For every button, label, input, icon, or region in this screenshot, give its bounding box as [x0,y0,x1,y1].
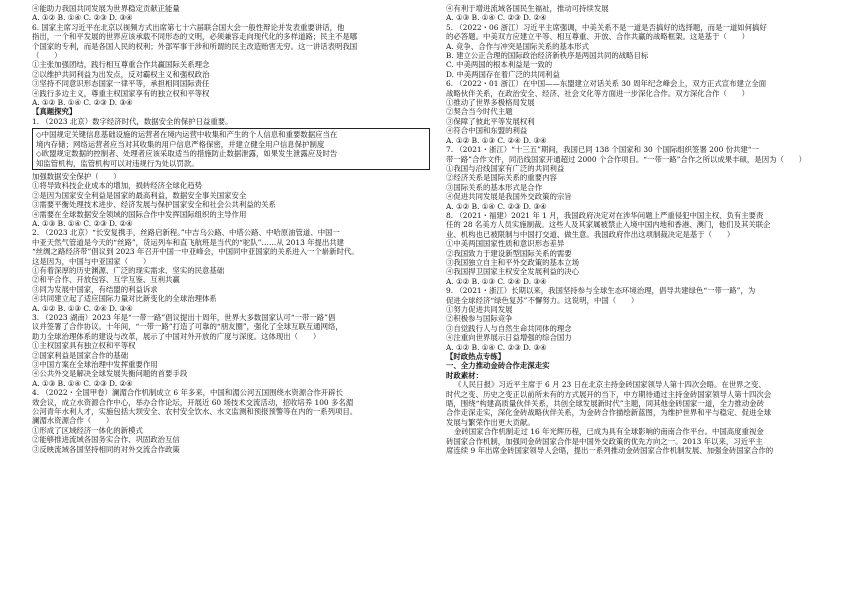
text-line: ②经济关系是国际关系的重要内容 [446,173,557,183]
text-line: ④注重向世界展示日益增强的综合国力 [446,333,572,343]
text-line: ③坚持不同意识形态国家一律平等，承担相同国际责任 [32,79,210,89]
text-line: ①主权国家具有独立权和平等权 [32,341,136,351]
text-line: 7. （2021・浙江）“十三五”期间，我国已同 138 个国家和 30 个国际组织签署 200 份共建“一 [446,145,759,155]
q1-material-box [32,128,430,170]
text-line: ②和平合作、开放包容、互学互鉴、互利共赢 [32,275,180,285]
text-line: “丝绸之路经济带”倡议到 2023 年召开中国一中亚峰会，中国同中亚国家的关系进入一个崭新时代。 [32,247,359,257]
text-line: （ ） [32,51,62,61]
text-line: ④我国捍卫国家主权安全发展利益的决心 [446,267,580,277]
left-body-block [32,172,430,454]
text-line: A. ①③ B. ①④ C. ②③ D. ②④ [446,13,547,23]
text-line: ③反映流域各国坚持相同的对外交流合作政策 [32,444,180,454]
text-line: D. 中美两国存在着广泛的共同利益 [446,69,560,79]
text-line: ④能助力我国共同发展为世界稳定贡献正能量 [32,4,180,13]
text-line: A. ①② B. ①④ C. ②③ D. ③④ [446,342,547,352]
text-line: 效会议，成立水资源合作中心，举办合作论坛，开展近 60 场技术交流活动，招收培养 100 多名湄 [32,397,354,407]
section-title-hot-topics: 【时政热点专练】 [446,352,506,362]
text-line: A. ①③ B. ①④ C. ②③ D. ②④ [32,378,133,388]
text-line: A. ①② B. ①③ C. ②④ D. ③④ [446,276,547,286]
text-line: ②国家利益是国家合作的基础 [32,350,129,360]
left-pre-block [32,4,430,107]
paragraph-line: 晤，围绕“构建高质量伙伴关系，共创全球发展新时代”主题，同其他金砖国家一道，全力推动金砖 [446,399,764,409]
text-line: 中亚天然气管道是今天的“丝路”，货运列车和直飞航班是当代的“驼队”……从 2013 年提出共建 [32,237,345,247]
text-line: 个国家的专利，而是各国人民的权利；外部军事干涉和所谓的民主改造贻害无穷。这一讲话表明我国 [32,41,358,51]
text-line: C. 中美两国的根本利益是一致的 [446,60,553,70]
text-line: ②我国致力于建设新型国际关系的需要 [446,248,572,258]
text-line: ①推动了世界多极格局发展 [446,98,535,108]
text-line: ③自觉践行人与自然生命共同体的理念 [446,323,572,333]
text-line: ①有着深厚的历史渊源、广泛的现实需求、坚实的民意基础 [32,265,225,275]
text-line: ③需要平衡处理技术进步、经济发展与保护国家安全和社会公共利益的关系 [32,200,276,210]
paragraph-line: 金砖国家合作机制走过 16 年光辉历程，已成为具有全球影响的南南合作平台。中国高度重视金 [454,427,764,437]
paragraph-line: 砖国家合作机制，加强同金砖国家合作是中国外交政策的优先方向之一。2013 年以来，习近平主 [446,436,763,446]
text-line: A. ①② B. ①④ C. ②③ D. ③④ [32,13,133,23]
text-line: 澜湄水资源合作（ ） [32,416,114,426]
text-line: 6. （2022・01 浙江）在中国——东盟建立对话关系 30 周年纪念峰会上，双方正式宣布建立全面 [446,79,767,89]
text-line: A. ①② B. ①③ C. ②④ D. ③④ [446,135,547,145]
text-line: 加强数据安全保护（ ） [32,171,121,181]
text-line: ②积极参与国际竞争 [446,314,513,324]
text-line: ④需要在全球数据安全领域的国际合作中发挥国际组织的主导作用 [32,209,247,219]
text-line: ④共同建立起了适应国际力量对比新变化的全球治理体系 [32,294,217,304]
text-line: A. ①② B. ①④ C. ②③ D. ③④ [446,201,547,211]
text-line: ①将导致科技企业成本的增加，损转经济全球化趋势 [32,181,202,191]
text-line: 指出，一个和平发展的世界应该承载不同形态的文明，必须兼容走向现代化的多样道路；民主不是哪 [32,32,358,42]
text-line: 带一路”合作文件，同沿线国家开通超过 2000 个合作项目。“一带一路”合作之所以成果丰硕，是因为（ ） [446,154,807,164]
text-line: ③中国方案在全球治理中发挥重要作用 [32,360,158,370]
text-line: ①主张加强团结，践行相互尊重合作共赢国际关系理念 [32,60,210,70]
text-line: ③保障了彼此平等发展权利 [446,116,535,126]
text-line: 2. （2023 北京）“长安复携手，丝路启新程。”中吉乌公路、中塔公路、中哈原油管道、中国一 [32,228,340,238]
text-line: ④公共外交是解决全球发展失衡问题的首要手段 [32,369,188,379]
text-line: ②以维护共同利益为出发点，反对霸权主义和强权政治 [32,69,210,79]
text-line: B. 建立公正合理的国际政治经济新秩序是两国共同的战略目标 [446,51,649,61]
text-line: A. ①② B. ①④ C. ②③ D. ③④ [32,98,133,108]
box-text-line: ◇中国规定关键信息基础设施的运营者在境内运营中收集和产生的个人信息和重要数据应当在 [36,130,338,140]
text-line: ④促进共同发展是我国外交政策的宗旨 [446,192,572,202]
text-line: ②是因为国家安全利益是国家的最高利益，数据安全事关国家安全 [32,190,247,200]
text-line: 9. （2021・浙江）长期以来，我国坚持参与全球生态环境治理，倡导共建绿色“一带一路”，为 [446,286,756,296]
text-line: ①我国与沿线国家有广泛的共同利益 [446,163,565,173]
box-text-line: 知监管机构，监管机构可以对违规行为处以罚款。 [36,158,199,168]
text-line: ①形成了区域经济一体化的新模式 [32,425,143,435]
text-line: ④符合中国和东盟的利益 [446,126,528,136]
paragraph-line: 席连续 9 年出席金砖国家领导人会晤，提出一系列推动金砖国家合作机制发展、加强金砖国家合作的 [446,446,774,456]
text-line: 公河青年水利人才，实施包括大坝安全、农村安全饮水、水文监测和预报预警等在内的一系列项目。 [32,407,358,417]
text-line: 任的 28 名美方人员实施制裁。这些人及其家属被禁止入境中国内地和香港、澳门，他们及其关联企 [446,220,771,230]
text-line: 6. 国家主席习近平在北京以视频方式出席第七十六届联合国大会一般性辩论并发表重要讲话，他 [32,22,345,32]
text-line: 这是因为，中国与中亚国家（ ） [32,256,151,266]
paragraph-line: 发展与繁荣作出更大贡献。 [446,417,535,427]
text-line: A. ①③ B. ①④ C. ②③ D. ②④ [32,218,133,228]
text-line: ①中美两国国家性质和意识形态差异 [446,239,565,249]
text-line: 8. （2021・福建）2021 年 1 月，我国政府决定对在涉华问题上严重侵犯中国主权、负有主要责 [446,210,764,220]
paragraph-line: 时代之变、历史之变正以前所未有的方式展开的当下，中方期待通过主持金砖国家领导人第十四次会 [446,389,772,399]
text-line: ②契合当今时代主题 [446,107,513,117]
text-line: ④有利于增进流域各国民生福祉，推动可持续发展 [446,4,609,13]
text-line: A. 竞争、合作与冲突是国际关系的基本形式 [446,41,590,51]
box-text-line: ◇欧盟规定数据的控制者、处理者应该采取适当的措施防止数据泄露，如果发生泄露应及时告 [36,149,338,159]
question-1-intro: 1. （2023 北京）数字经济时代，数据安全的保护日益重要。 [32,116,233,126]
text-line: 5. （2022・06 浙江）习近平主席强调，中美关系不是一道是否搞好的选择题，而是一道如何搞好 [446,22,767,32]
text-line: ③同为发展中国家，有结盟的利益诉求 [32,284,158,294]
text-line: 助力全球治理体系的建设与改革，展示了中国对外开放的广度与深度。这体现出（ ） [32,331,321,341]
text-line: ③我国独立自主和平外交政策的基本立场 [446,257,580,267]
material-label: 时政素材： [446,370,483,380]
right-column [446,4,844,456]
left-column [32,4,430,454]
material-body-block [446,380,844,455]
text-line: A. ①② B. ①③ C. ②④ D. ③④ [32,303,133,313]
section-title-true-questions: 【真题探究】 [32,107,77,117]
text-line: ②能够推进流域各国务实合作、巩固政治互信 [32,435,180,445]
paragraph-line: 《人民日报》习近平主席于 6 月 23 日在北京主持金砖国家领导人第十四次会晤。在世界之变、 [454,380,766,390]
right-pre-block [446,4,844,352]
text-line: 业、机构也已被限制与中国打交道、做生意。我国政府作出这项制裁决定是基于（ ） [446,229,735,239]
text-line: ①努力促进共同发展 [446,305,513,314]
text-line: 议并签署了合作协议。十年间，“一带一路”打造了可靠的“朋友圈”，强化了全球互联互通网络， [32,322,343,332]
text-line: 3. （2023 湖南）2023 年是“一带一路”倡议提出十周年，世界大多数国家认可“一带一路”倡 [32,313,336,322]
paragraph-line: 合作走深走实，深化金砖战略伙伴关系，为金砖合作描绘新蓝图，为维护世界和平与稳定、促进全球 [446,408,772,418]
text-line: ④践行多边主义，尊重主权国家享有的独立权和平等权 [32,88,210,98]
text-line: 4. （2022・全国甲卷）澜湄合作机制成立 6 年多来，中国和湄公河五国围绕水资源合作开辟长 [32,388,344,398]
text-line: 促进全球经济“绿色复苏”不懈努力。这说明，中国（ ） [446,295,639,305]
box-text-line: 境内存储；网络运营者应当对其收集的用户信息严格保密，并建立健全用户信息保护制度 [36,139,325,149]
text-line: ③国际关系的基本形式是合作 [446,182,543,192]
subsection-title-brics: 一、全力推动金砖合作走深走实 [446,361,550,371]
text-line: 战略伙伴关系，在政治安全、经济、社会文化等方面进一步深化合作。双方深化合作（ ） [446,88,750,98]
text-line: 的必答题。中美双方应建立平等、相互尊重、开放、合作共赢的战略框架。这是基于（ ） [446,32,750,42]
